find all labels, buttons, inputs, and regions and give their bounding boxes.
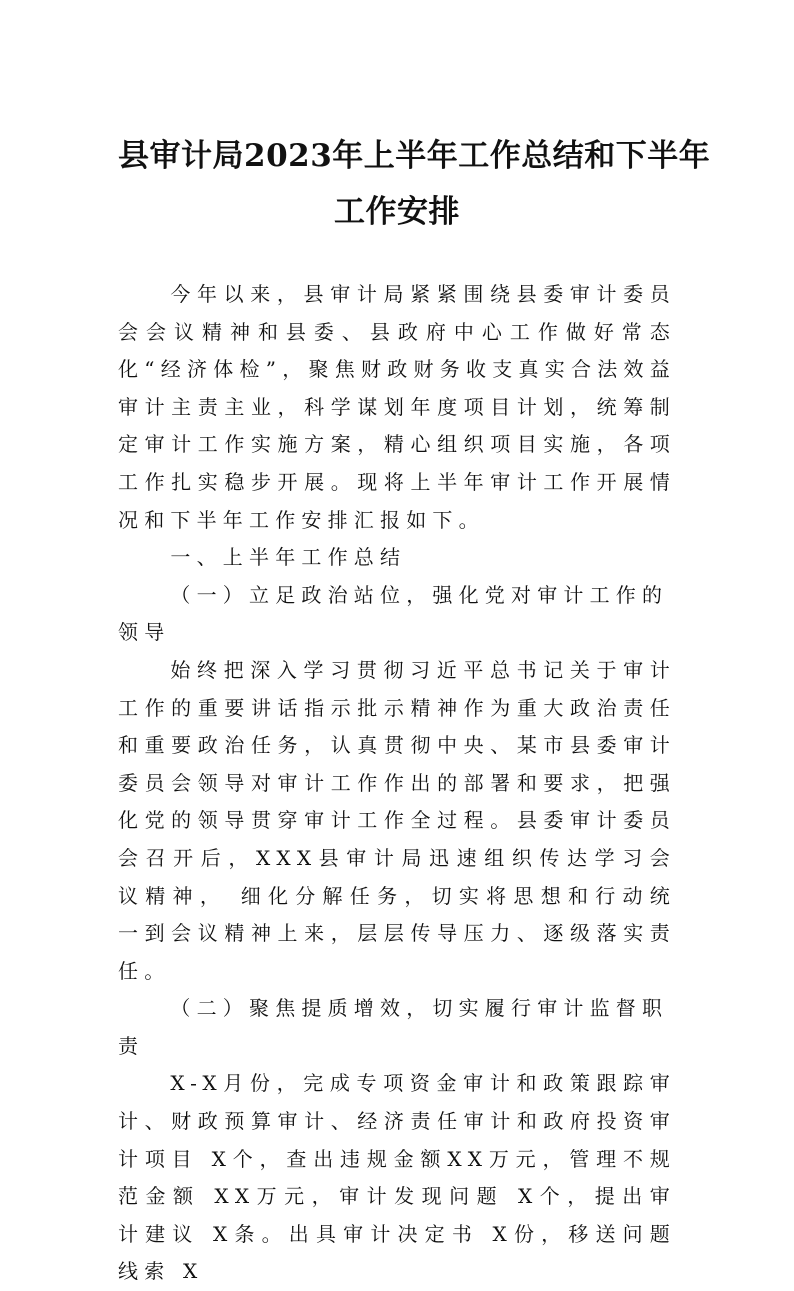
- body-paragraph-2: X-X月份，完成专项资金审计和政策跟踪审计、财政预算审计、经济责任审计和政府投资审计项目 X个，查出违规金额XX万元，管理不规范金额 XX万元，审计发现问题 X个，提出审计建议 X条。出具审计决定书 X份，移送问题线索 X: [118, 1071, 676, 1284]
- document-body: [118, 276, 676, 1291]
- subsection-heading-1: （一）立足政治站位，强化党对审计工作的领导: [118, 582, 669, 645]
- document-title-line-1: 县审计局2023年上半年工作总结和下半年: [118, 138, 711, 174]
- subsection-heading-2: （二）聚焦提质增效，切实履行审计监督职责: [118, 996, 669, 1058]
- intro-paragraph: 今年以来，县审计局紧紧围绕县委审计委员会会议精神和县委、县政府中心工作做好常态化“经济体检”，聚焦财政财务收支真实合法效益审计主责主业，科学谋划年度项目计划，统筹制定审计工作实施方案，精心组织项目实施，各项工作扎实稳步开展。现将上半年审计工作开展情况和下半年工作安排汇报如下。: [118, 282, 676, 532]
- body-paragraph-1: 始终把深入学习贯彻习近平总书记关于审计工作的重要讲话指示批示精神作为重大政治责任和重要政治任务，认真贯彻中央、某市县委审计委员会领导对审计工作作出的部署和要求，把强化党的领导贯穿审计工作全过程。县委审计委员会召开后，XXX县审计局迅速组织传达学习会议精神， 细化分解任务，切实将思想和行动统一到会议精神上来，层层传导压力、逐级落实责任。: [118, 657, 676, 983]
- document-page: [118, 0, 711, 1284]
- document-title-line-2: 工作安排: [334, 194, 460, 230]
- section-heading: 一、上半年工作总结: [170, 545, 407, 570]
